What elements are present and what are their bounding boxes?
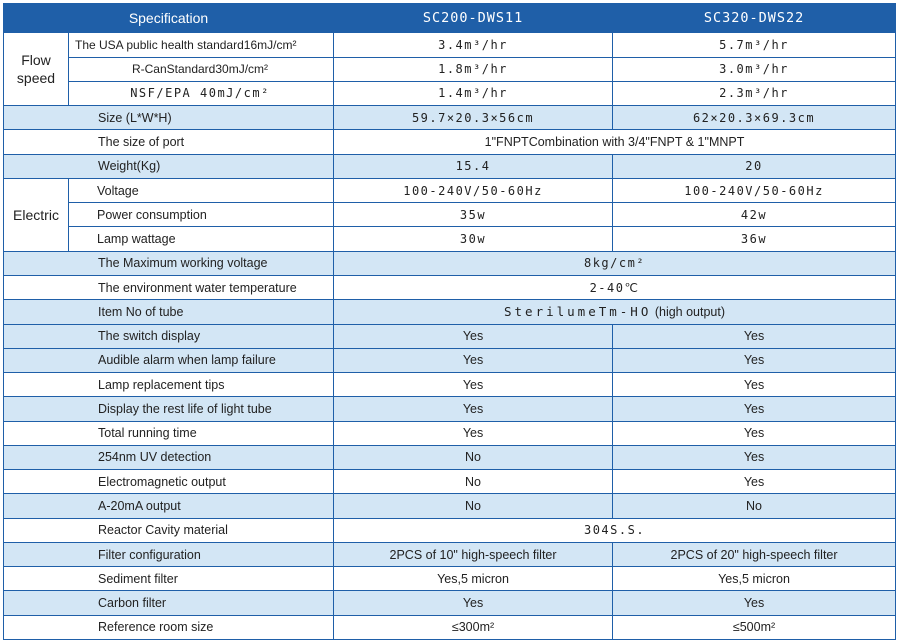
cell-value-a: No bbox=[334, 494, 613, 518]
cell-value-b: Yes bbox=[613, 324, 896, 348]
cell-value-a: Yes bbox=[334, 397, 613, 421]
row-label: Sediment filter bbox=[4, 567, 334, 591]
table-row bbox=[4, 445, 896, 469]
row-label: Size (L*W*H) bbox=[4, 106, 334, 130]
cell-value-shared: 8kg/cm² bbox=[334, 251, 896, 275]
row-label: Lamp replacement tips bbox=[4, 373, 334, 397]
cell-value-a: 2PCS of 10" high-speech filter bbox=[334, 542, 613, 566]
group-label-flow-speed: Flow speed bbox=[4, 33, 69, 106]
row-label: The switch display bbox=[4, 324, 334, 348]
row-label: A-20mA output bbox=[4, 494, 334, 518]
cell-value-b: 100-240V/50-60Hz bbox=[613, 178, 896, 202]
cell-value-b: Yes bbox=[613, 445, 896, 469]
cell-value-b: 20 bbox=[613, 154, 896, 178]
cell-value-b: 5.7m³/hr bbox=[613, 33, 896, 57]
cell-value-b: Yes bbox=[613, 373, 896, 397]
cell-value-a: 15.4 bbox=[334, 154, 613, 178]
row-label: Carbon filter bbox=[4, 591, 334, 615]
cell-value-a: Yes bbox=[334, 348, 613, 372]
table-row bbox=[4, 300, 896, 324]
row-label: Electromagnetic output bbox=[4, 470, 334, 494]
cell-value-b: Yes bbox=[613, 397, 896, 421]
cell-value-b: No bbox=[613, 494, 896, 518]
row-label: The Maximum working voltage bbox=[4, 251, 334, 275]
table-row bbox=[4, 373, 896, 397]
cell-value-b: 36w bbox=[613, 227, 896, 251]
cell-value-b: Yes bbox=[613, 348, 896, 372]
table-row bbox=[4, 348, 896, 372]
table-row bbox=[4, 421, 896, 445]
table-row bbox=[4, 518, 896, 542]
cell-value-b: 3.0m³/hr bbox=[613, 57, 896, 81]
row-label: Display the rest life of light tube bbox=[4, 397, 334, 421]
row-label: The size of port bbox=[4, 130, 334, 154]
row-label: Reactor Cavity material bbox=[4, 518, 334, 542]
cell-value-shared bbox=[334, 300, 896, 324]
row-label: 254nm UV detection bbox=[4, 445, 334, 469]
cell-value-a: 100-240V/50-60Hz bbox=[334, 178, 613, 202]
row-label: R-CanStandard30mJ/cm² bbox=[69, 57, 334, 81]
cell-value-b: Yes bbox=[613, 591, 896, 615]
table-row bbox=[4, 81, 896, 105]
row-label: Reference room size bbox=[4, 615, 334, 639]
table-row bbox=[4, 494, 896, 518]
row-label: The USA public health standard16mJ/cm² bbox=[69, 33, 334, 57]
cell-value-b: Yes bbox=[613, 470, 896, 494]
cell-value-a: 59.7×20.3×56cm bbox=[334, 106, 613, 130]
table-row bbox=[4, 591, 896, 615]
row-label: Power consumption bbox=[69, 203, 334, 227]
specification-table bbox=[3, 3, 896, 640]
table-row bbox=[4, 324, 896, 348]
cell-value-shared: 304S.S. bbox=[334, 518, 896, 542]
table-row bbox=[4, 203, 896, 227]
cell-value-a: No bbox=[334, 445, 613, 469]
tube-model-text: SterilumeTm-HO bbox=[504, 304, 652, 320]
row-label: NSF/EPA 40mJ/cm² bbox=[69, 81, 334, 105]
cell-value-a: 1.4m³/hr bbox=[334, 81, 613, 105]
table-row bbox=[4, 57, 896, 81]
cell-value-a: Yes bbox=[334, 591, 613, 615]
row-label: Total running time bbox=[4, 421, 334, 445]
row-label: The environment water temperature bbox=[4, 275, 334, 299]
table-row bbox=[4, 470, 896, 494]
group-label-electric: Electric bbox=[4, 178, 69, 251]
cell-value-b: Yes bbox=[613, 421, 896, 445]
table-row bbox=[4, 106, 896, 130]
cell-value-b: 2.3m³/hr bbox=[613, 81, 896, 105]
tube-suffix-text: (high output) bbox=[651, 305, 726, 320]
table-row bbox=[4, 154, 896, 178]
table-row bbox=[4, 567, 896, 591]
cell-value-a: 30w bbox=[334, 227, 613, 251]
cell-value-shared: 2-40℃ bbox=[334, 275, 896, 299]
row-label: Filter configuration bbox=[4, 542, 334, 566]
table-row bbox=[4, 33, 896, 57]
row-label: Item No of tube bbox=[4, 300, 334, 324]
cell-value-a: 3.4m³/hr bbox=[334, 33, 613, 57]
header-model-sc320: SC320-DWS22 bbox=[613, 4, 896, 33]
cell-value-b: Yes,5 micron bbox=[613, 567, 896, 591]
cell-value-a: Yes bbox=[334, 421, 613, 445]
cell-value-shared: 1"FNPTCombination with 3/4"FNPT & 1"MNPT bbox=[334, 130, 896, 154]
table-row bbox=[4, 178, 896, 202]
cell-value-a: 35w bbox=[334, 203, 613, 227]
cell-value-b: 42w bbox=[613, 203, 896, 227]
cell-value-a: No bbox=[334, 470, 613, 494]
row-label: Voltage bbox=[69, 178, 334, 202]
header-model-sc200: SC200-DWS11 bbox=[334, 4, 613, 33]
table-row bbox=[4, 542, 896, 566]
header-specification: Specification bbox=[4, 4, 334, 33]
row-label: Audible alarm when lamp failure bbox=[4, 348, 334, 372]
row-label: Lamp wattage bbox=[69, 227, 334, 251]
cell-value-b: 62×20.3×69.3cm bbox=[613, 106, 896, 130]
cell-value-a: Yes,5 micron bbox=[334, 567, 613, 591]
table-row bbox=[4, 130, 896, 154]
cell-value-a: Yes bbox=[334, 324, 613, 348]
cell-value-b: ≤500m² bbox=[613, 615, 896, 639]
table-row bbox=[4, 275, 896, 299]
cell-value-a: Yes bbox=[334, 373, 613, 397]
table-row bbox=[4, 615, 896, 639]
table-row bbox=[4, 251, 896, 275]
cell-value-a: ≤300m² bbox=[334, 615, 613, 639]
cell-value-a: 1.8m³/hr bbox=[334, 57, 613, 81]
table-header-row bbox=[4, 4, 896, 33]
table-row bbox=[4, 227, 896, 251]
row-label: Weight(Kg) bbox=[4, 154, 334, 178]
cell-value-b: 2PCS of 20" high-speech filter bbox=[613, 542, 896, 566]
table-row bbox=[4, 397, 896, 421]
